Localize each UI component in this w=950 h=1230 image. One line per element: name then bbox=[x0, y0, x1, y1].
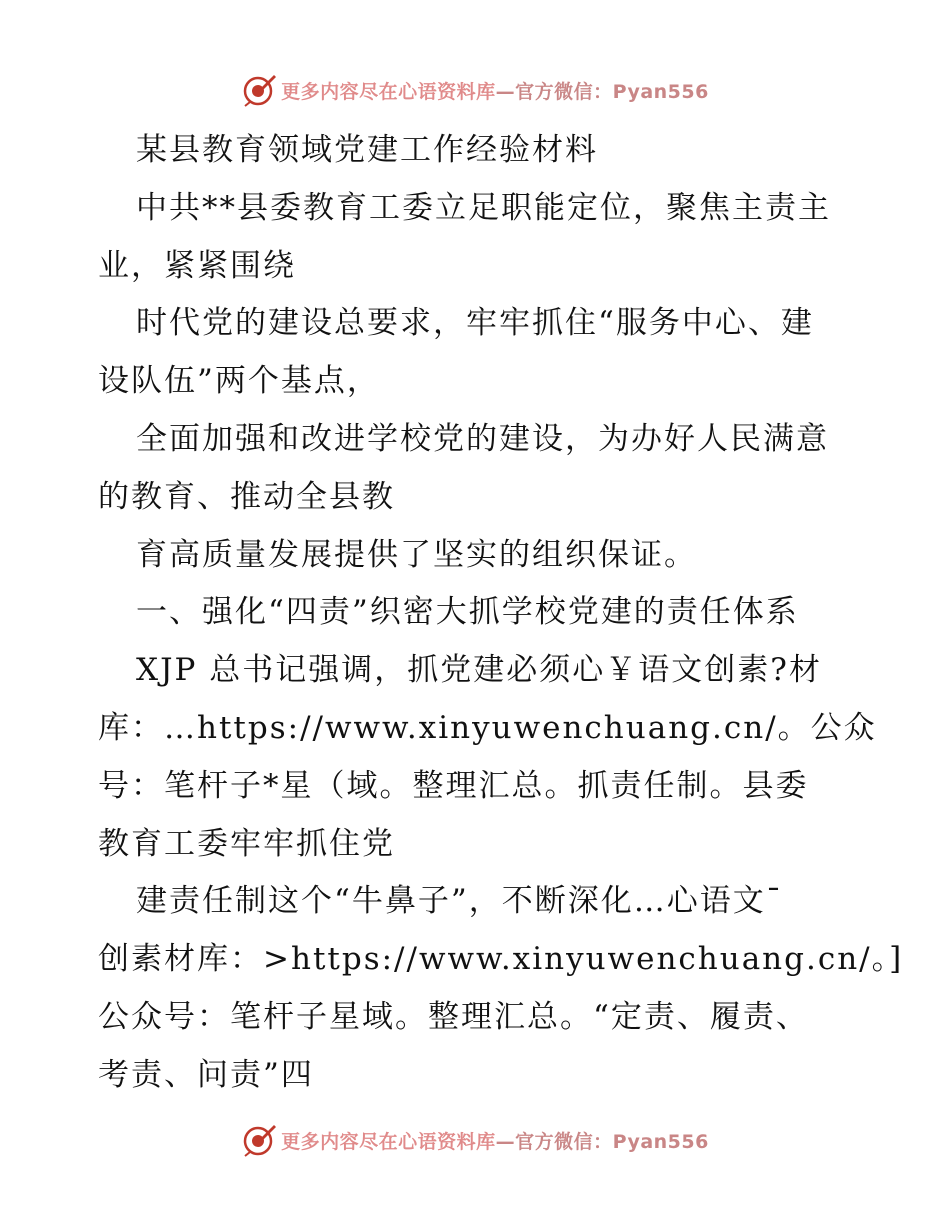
paragraph-line: 的教育、推动全县教 bbox=[98, 478, 395, 515]
paragraph-line: XJP 总书记强调，抓党建必须心￥语文创素?材 bbox=[136, 652, 822, 689]
banner-contact: 官方微信：Pyan556 bbox=[515, 80, 709, 103]
pen-logo-icon bbox=[241, 1122, 277, 1158]
paragraph-line: 全面加强和改进学校党的建设，为办好人民满意 bbox=[136, 420, 829, 457]
paragraph-line: 教育工委牢牢抓住党 bbox=[98, 825, 395, 862]
section-heading: 一、强化“四责”织密大抓学校党建的责任体系 bbox=[136, 594, 799, 631]
banner-contact: 官方微信：Pyan556 bbox=[515, 1130, 709, 1153]
footer-banner bbox=[0, 1120, 950, 1160]
paragraph-line: 创素材库：>https://www.xinyuwenchuang.cn/。] bbox=[98, 941, 904, 978]
paragraph-line: 育高质量发展提供了坚实的组织保证。 bbox=[136, 536, 697, 573]
banner-main-text: 更多内容尽在心语资料库 bbox=[281, 80, 496, 103]
pen-logo-icon bbox=[241, 72, 277, 108]
paragraph-line: 建责任制这个“牛鼻子”，不断深化…心语文¯ bbox=[136, 883, 784, 920]
paragraph-line: 库：…https://www.xinyuwenchuang.cn/。公众 bbox=[98, 709, 877, 746]
banner-separator: — bbox=[495, 80, 516, 103]
paragraph-line: 业，紧紧围绕 bbox=[98, 247, 296, 284]
paragraph-line: 设队伍”两个基点， bbox=[98, 363, 380, 400]
document-body bbox=[98, 122, 904, 1105]
paragraph-line: 公众号：笔杆子星域。整理汇总。“定责、履责、 bbox=[98, 998, 809, 1035]
paragraph-line: 考责、问责”四 bbox=[98, 1056, 314, 1093]
paragraph-line: 中共**县委教育工委立足职能定位，聚焦主责主 bbox=[136, 189, 831, 226]
document-title: 某县教育领域党建工作经验材料 bbox=[136, 132, 598, 168]
paragraph-line: 号：笔杆子*星（域。整理汇总。抓责任制。县委 bbox=[98, 767, 809, 804]
banner-separator: — bbox=[495, 1130, 516, 1153]
banner-text bbox=[281, 1127, 709, 1154]
header-banner bbox=[0, 70, 950, 110]
paragraph-line: 时代党的建设总要求，牢牢抓住“服务中心、建 bbox=[136, 305, 814, 342]
banner-text bbox=[281, 77, 709, 104]
banner-main-text: 更多内容尽在心语资料库 bbox=[281, 1130, 496, 1153]
